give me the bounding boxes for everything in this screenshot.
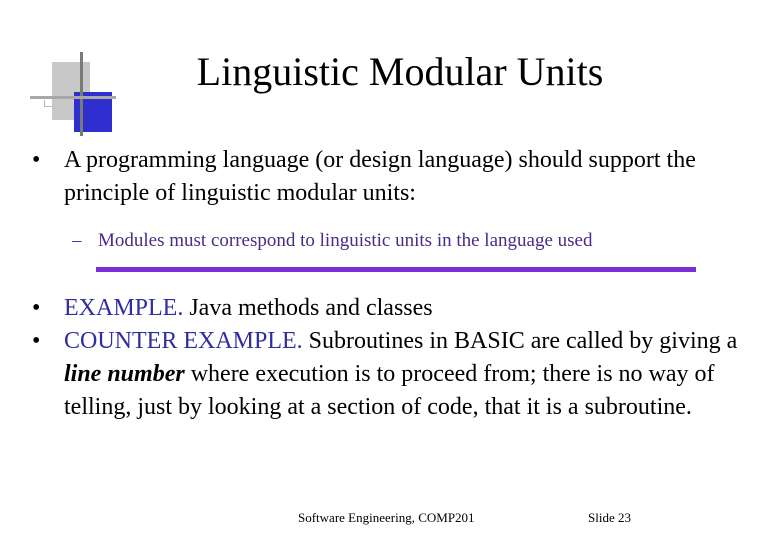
- bullet-text: Java methods and classes: [183, 295, 433, 321]
- decor-corner-mark: [44, 100, 53, 107]
- slide-title: Linguistic Modular Units: [196, 49, 604, 94]
- bullet-item: [28, 325, 758, 424]
- bullet-item: [28, 144, 758, 210]
- sub-bullet-text: Modules must correspond to linguistic units in the language used: [98, 230, 593, 251]
- decor-horizontal-line: [30, 96, 116, 99]
- bullet-marker: •: [32, 328, 41, 354]
- bullet-text: Subroutines in BASIC are called by giving a: [302, 328, 738, 354]
- emphasis-text: line number: [64, 361, 185, 387]
- bullet-marker: •: [32, 147, 41, 173]
- bullet-keyword: EXAMPLE.: [64, 295, 184, 321]
- divider-bar: [96, 267, 696, 272]
- sub-bullet-marker: –: [72, 230, 82, 251]
- bullet-list-bottom: [28, 292, 758, 424]
- bullet-list-top: [28, 144, 758, 254]
- bullet-marker: •: [32, 295, 41, 321]
- decor-vertical-line: [80, 52, 83, 136]
- bullet-text: A programming language (or design language) should support the principle of linguistic modular units:: [64, 147, 696, 206]
- bullet-text-continued: where execution is to proceed from; there is no way of telling, just by looking at a section of code, that it is a subroutine.: [64, 361, 715, 420]
- bullet-keyword: COUNTER EXAMPLE.: [64, 328, 303, 354]
- sub-bullet-item: [68, 228, 758, 254]
- footer-slide-number: Slide 23: [588, 510, 631, 525]
- footer-course: Software Engineering, COMP201: [298, 510, 475, 525]
- bullet-item: [28, 292, 758, 325]
